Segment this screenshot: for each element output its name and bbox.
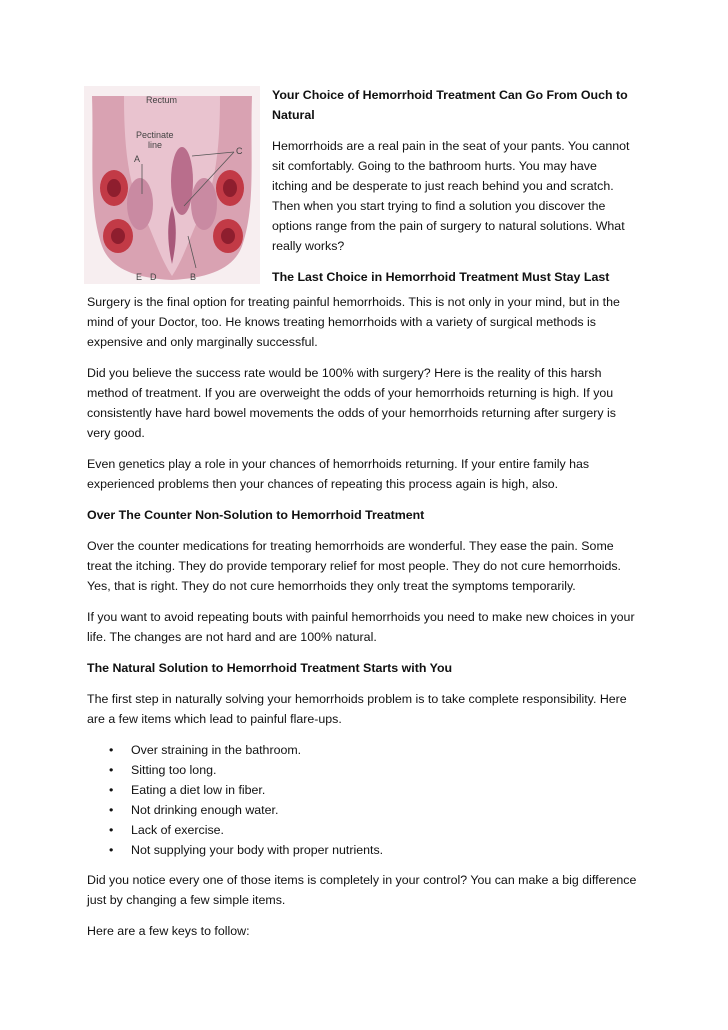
paragraph-medications <box>87 536 647 596</box>
list-item <box>109 820 647 840</box>
list-item-text: Eating a diet low in fiber. <box>131 783 266 797</box>
intro-paragraph <box>272 136 652 256</box>
text-line: just by changing a few simple items. <box>87 893 286 907</box>
text-line: The first step in naturally solving your hemorrhoids problem is to take complete responsibility. Here <box>87 692 627 706</box>
intro-line: Then when you start trying to find a solution you discover the <box>272 199 606 213</box>
text-line: If you want to avoid repeating bouts with painful hemorrhoids you need to make new choices in your <box>87 610 635 624</box>
article-title <box>272 85 652 125</box>
hemorrhoid-anatomy-illustration <box>84 86 260 284</box>
label-pectinate: Pectinate <box>136 130 174 140</box>
heading-natural-solution: The Natural Solution to Hemorrhoid Treatment Starts with You <box>87 661 453 675</box>
list-item <box>109 840 647 860</box>
title-line-2: Natural <box>272 108 315 122</box>
paragraph-success-rate <box>87 363 647 443</box>
text-line: are a few items which lead to painful flare-ups. <box>87 712 342 726</box>
label-rectum: Rectum <box>146 95 178 105</box>
text-line: very good. <box>87 426 145 440</box>
label-e: E <box>136 272 143 282</box>
text-line: consistently have hard bowel movements the odds of your hemorrhoids returning after surgery is <box>87 406 616 420</box>
text-line: mind of your Doctor, too. He knows treating hemorrhoids with a variety of surgical methods is <box>87 315 596 329</box>
bullet-icon: • <box>109 783 114 797</box>
paragraph-keys: Here are a few keys to follow: <box>87 924 250 938</box>
paragraph-new-choices <box>87 607 647 647</box>
intro-line: options range from the pain of surgery to natural solutions. What <box>272 219 625 233</box>
text-line: Did you believe the success rate would be 100% with surgery? Here is the reality of this harsh <box>87 366 602 380</box>
article-body <box>87 292 647 952</box>
text-line: experienced problems then your chances of repeating this process again is high, also. <box>87 477 559 491</box>
title-line-1: Your Choice of Hemorrhoid Treatment Can Go From Ouch to <box>272 88 628 102</box>
bullet-icon: • <box>109 803 114 817</box>
text-line: Over the counter medications for treating hemorrhoids are wonderful. They ease the pain. Some <box>87 539 614 553</box>
list-item <box>109 740 647 760</box>
bullet-icon: • <box>109 763 114 777</box>
heading-last-choice: The Last Choice in Hemorrhoid Treatment Must Stay Last <box>272 270 610 284</box>
text-line: Yes, that is right. They do not cure hemorrhoids they only treat the symptoms temporarily. <box>87 579 576 593</box>
list-item-text: Over straining in the bathroom. <box>131 743 302 757</box>
label-a: A <box>134 154 141 164</box>
heading-over-the-counter: Over The Counter Non-Solution to Hemorrhoid Treatment <box>87 508 425 522</box>
text-line: method of treatment. If you are overweight the odds of your hemorrhoids returning is high. If you <box>87 386 614 400</box>
list-item <box>109 780 647 800</box>
text-line: Did you notice every one of those items is completely in your control? You can make a big difference <box>87 873 637 887</box>
label-d: D <box>150 272 157 282</box>
bullet-icon: • <box>109 823 114 837</box>
label-pectinate-line: line <box>148 140 163 150</box>
paragraph-genetics <box>87 454 647 494</box>
list-item-text: Lack of exercise. <box>131 823 224 837</box>
list-item <box>109 800 647 820</box>
list-item-text: Sitting too long. <box>131 763 217 777</box>
label-b: B <box>190 272 197 282</box>
text-line: expensive and only marginally successful. <box>87 335 318 349</box>
intro-line: really works? <box>272 239 345 253</box>
flare-up-causes-list <box>87 740 647 860</box>
bullet-icon: • <box>109 743 114 757</box>
list-item-text: Not drinking enough water. <box>131 803 279 817</box>
text-line: Surgery is the final option for treating painful hemorrhoids. This is not only in your mind, but in the <box>87 295 620 309</box>
list-item-text: Not supplying your body with proper nutrients. <box>131 843 384 857</box>
text-line: Even genetics play a role in your chances of hemorrhoids returning. If your entire family has <box>87 457 590 471</box>
paragraph-in-your-control <box>87 870 647 910</box>
label-c: C <box>236 146 243 156</box>
text-line: treat the itching. They do provide temporary relief for most people. They do not cure hemorrhoids. <box>87 559 621 573</box>
intro-line: itching and be desperate to just reach behind you and scratch. <box>272 179 614 193</box>
list-item <box>109 760 647 780</box>
intro-column <box>272 85 652 298</box>
intro-line: sit comfortably. Going to the bathroom hurts. You may have <box>272 159 597 173</box>
paragraph-surgery <box>87 292 647 352</box>
intro-line: Hemorrhoids are a real pain in the seat of your pants. You cannot <box>272 139 630 153</box>
text-line: life. The changes are not hard and are 100% natural. <box>87 630 377 644</box>
bullet-icon: • <box>109 843 114 857</box>
paragraph-first-step <box>87 689 647 729</box>
